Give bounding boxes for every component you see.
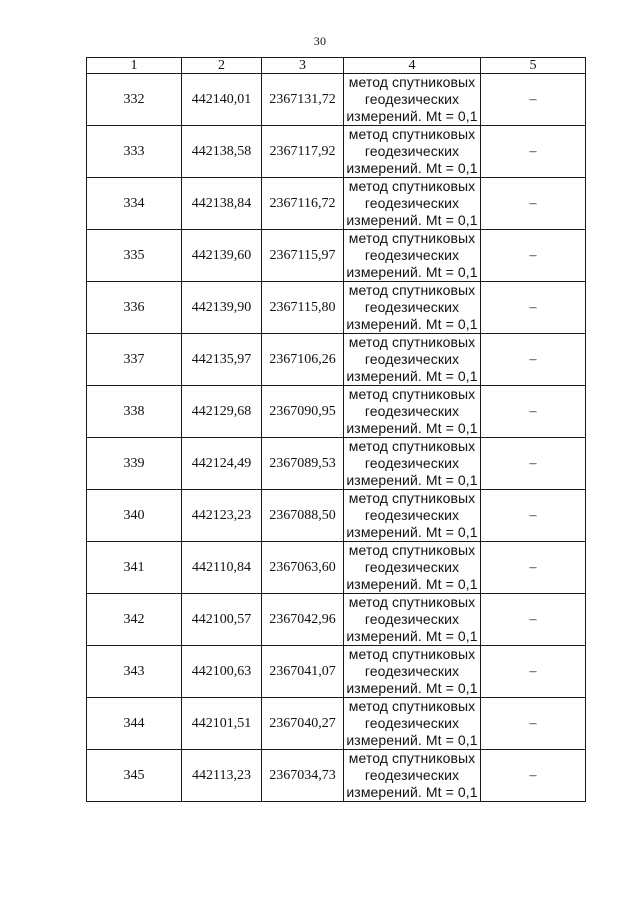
- note-cell: –: [481, 542, 586, 594]
- coordinate-y: 2367117,92: [262, 126, 344, 178]
- method-description: [344, 698, 481, 750]
- point-number: 332: [87, 74, 182, 126]
- method-description: [344, 334, 481, 386]
- method-line-2: геодезических: [364, 767, 460, 783]
- method-line-1: метод спутниковых: [348, 542, 476, 558]
- method-line-1: метод спутниковых: [348, 750, 476, 766]
- coordinate-y: 2367131,72: [262, 74, 344, 126]
- coordinate-x: 442101,51: [182, 698, 262, 750]
- coordinate-x: 442135,97: [182, 334, 262, 386]
- method-line-3: измерений. Mt = 0,1: [346, 628, 478, 644]
- table-row: [87, 438, 586, 490]
- coordinate-x: 442124,49: [182, 438, 262, 490]
- point-number: 335: [87, 230, 182, 282]
- coordinate-x: 442110,84: [182, 542, 262, 594]
- table-row: [87, 698, 586, 750]
- method-line-3: измерений. Mt = 0,1: [346, 368, 478, 384]
- table-row: [87, 646, 586, 698]
- method-line-1: метод спутниковых: [348, 178, 476, 194]
- method-line-1: метод спутниковых: [348, 438, 476, 454]
- coordinate-y: 2367089,53: [262, 438, 344, 490]
- point-number: 333: [87, 126, 182, 178]
- method-line-3: измерений. Mt = 0,1: [346, 108, 478, 124]
- method-line-2: геодезических: [364, 143, 460, 159]
- point-number: 339: [87, 438, 182, 490]
- method-line-1: метод спутниковых: [348, 698, 476, 714]
- coordinate-x: 442129,68: [182, 386, 262, 438]
- method-line-1: метод спутниковых: [348, 490, 476, 506]
- coordinate-x: 442138,58: [182, 126, 262, 178]
- point-number: 334: [87, 178, 182, 230]
- point-number: 340: [87, 490, 182, 542]
- table-row: [87, 230, 586, 282]
- method-description: [344, 542, 481, 594]
- method-line-3: измерений. Mt = 0,1: [346, 680, 478, 696]
- method-line-3: измерений. Mt = 0,1: [346, 212, 478, 228]
- coordinate-x: 442113,23: [182, 750, 262, 802]
- table-row: [87, 386, 586, 438]
- coordinate-x: 442139,90: [182, 282, 262, 334]
- note-cell: –: [481, 74, 586, 126]
- coordinate-y: 2367040,27: [262, 698, 344, 750]
- note-cell: –: [481, 126, 586, 178]
- method-description: [344, 178, 481, 230]
- column-header-3: 3: [262, 58, 344, 74]
- column-header-2: 2: [182, 58, 262, 74]
- method-description: [344, 594, 481, 646]
- table-row: [87, 74, 586, 126]
- method-description: [344, 126, 481, 178]
- table-row: [87, 750, 586, 802]
- note-cell: –: [481, 750, 586, 802]
- method-description: [344, 438, 481, 490]
- method-line-1: метод спутниковых: [348, 230, 476, 246]
- note-cell: –: [481, 646, 586, 698]
- coordinate-y: 2367034,73: [262, 750, 344, 802]
- table-row: [87, 178, 586, 230]
- column-header-4: 4: [344, 58, 481, 74]
- note-cell: –: [481, 230, 586, 282]
- method-line-2: геодезических: [364, 507, 460, 523]
- method-line-3: измерений. Mt = 0,1: [346, 524, 478, 540]
- table-header-row: [87, 58, 586, 74]
- method-description: [344, 386, 481, 438]
- table-row: [87, 126, 586, 178]
- note-cell: –: [481, 698, 586, 750]
- table-row: [87, 594, 586, 646]
- method-description: [344, 750, 481, 802]
- method-line-3: измерений. Mt = 0,1: [346, 576, 478, 592]
- method-line-2: геодезических: [364, 351, 460, 367]
- note-cell: –: [481, 490, 586, 542]
- method-line-3: измерений. Mt = 0,1: [346, 472, 478, 488]
- coordinate-x: 442100,63: [182, 646, 262, 698]
- method-line-2: геодезических: [364, 559, 460, 575]
- coordinate-x: 442100,57: [182, 594, 262, 646]
- coordinate-y: 2367063,60: [262, 542, 344, 594]
- method-line-3: измерений. Mt = 0,1: [346, 264, 478, 280]
- method-line-2: геодезических: [364, 91, 460, 107]
- method-description: [344, 490, 481, 542]
- coordinates-table: [86, 57, 586, 802]
- method-description: [344, 74, 481, 126]
- coordinate-y: 2367090,95: [262, 386, 344, 438]
- note-cell: –: [481, 282, 586, 334]
- coordinate-y: 2367115,97: [262, 230, 344, 282]
- note-cell: –: [481, 594, 586, 646]
- column-header-5: 5: [481, 58, 586, 74]
- method-line-2: геодезических: [364, 611, 460, 627]
- note-cell: –: [481, 178, 586, 230]
- method-line-1: метод спутниковых: [348, 282, 476, 298]
- method-description: [344, 230, 481, 282]
- method-line-3: измерений. Mt = 0,1: [346, 784, 478, 800]
- method-line-2: геодезических: [364, 715, 460, 731]
- coordinate-x: 442138,84: [182, 178, 262, 230]
- method-line-1: метод спутниковых: [348, 126, 476, 142]
- method-line-3: измерений. Mt = 0,1: [346, 420, 478, 436]
- coordinate-y: 2367116,72: [262, 178, 344, 230]
- note-cell: –: [481, 438, 586, 490]
- table-row: [87, 334, 586, 386]
- method-line-2: геодезических: [364, 455, 460, 471]
- point-number: 337: [87, 334, 182, 386]
- coordinate-y: 2367115,80: [262, 282, 344, 334]
- method-line-1: метод спутниковых: [348, 386, 476, 402]
- method-line-1: метод спутниковых: [348, 594, 476, 610]
- method-line-1: метод спутниковых: [348, 646, 476, 662]
- method-line-2: геодезических: [364, 247, 460, 263]
- table-row: [87, 282, 586, 334]
- method-line-1: метод спутниковых: [348, 334, 476, 350]
- note-cell: –: [481, 334, 586, 386]
- point-number: 336: [87, 282, 182, 334]
- method-line-2: геодезических: [364, 403, 460, 419]
- coordinate-y: 2367088,50: [262, 490, 344, 542]
- coordinate-x: 442139,60: [182, 230, 262, 282]
- method-line-1: метод спутниковых: [348, 74, 476, 90]
- point-number: 344: [87, 698, 182, 750]
- page-number: 30: [313, 34, 327, 48]
- point-number: 342: [87, 594, 182, 646]
- table-row: [87, 490, 586, 542]
- method-description: [344, 282, 481, 334]
- coordinate-y: 2367106,26: [262, 334, 344, 386]
- note-cell: –: [481, 386, 586, 438]
- method-description: [344, 646, 481, 698]
- method-line-2: геодезических: [364, 195, 460, 211]
- coordinate-x: 442140,01: [182, 74, 262, 126]
- point-number: 341: [87, 542, 182, 594]
- column-header-1: 1: [87, 58, 182, 74]
- coordinate-y: 2367042,96: [262, 594, 344, 646]
- point-number: 345: [87, 750, 182, 802]
- coordinate-y: 2367041,07: [262, 646, 344, 698]
- method-line-3: измерений. Mt = 0,1: [346, 732, 478, 748]
- method-line-2: геодезических: [364, 299, 460, 315]
- point-number: 343: [87, 646, 182, 698]
- coordinate-x: 442123,23: [182, 490, 262, 542]
- table-row: [87, 542, 586, 594]
- method-line-3: измерений. Mt = 0,1: [346, 316, 478, 332]
- point-number: 338: [87, 386, 182, 438]
- method-line-2: геодезических: [364, 663, 460, 679]
- method-line-3: измерений. Mt = 0,1: [346, 160, 478, 176]
